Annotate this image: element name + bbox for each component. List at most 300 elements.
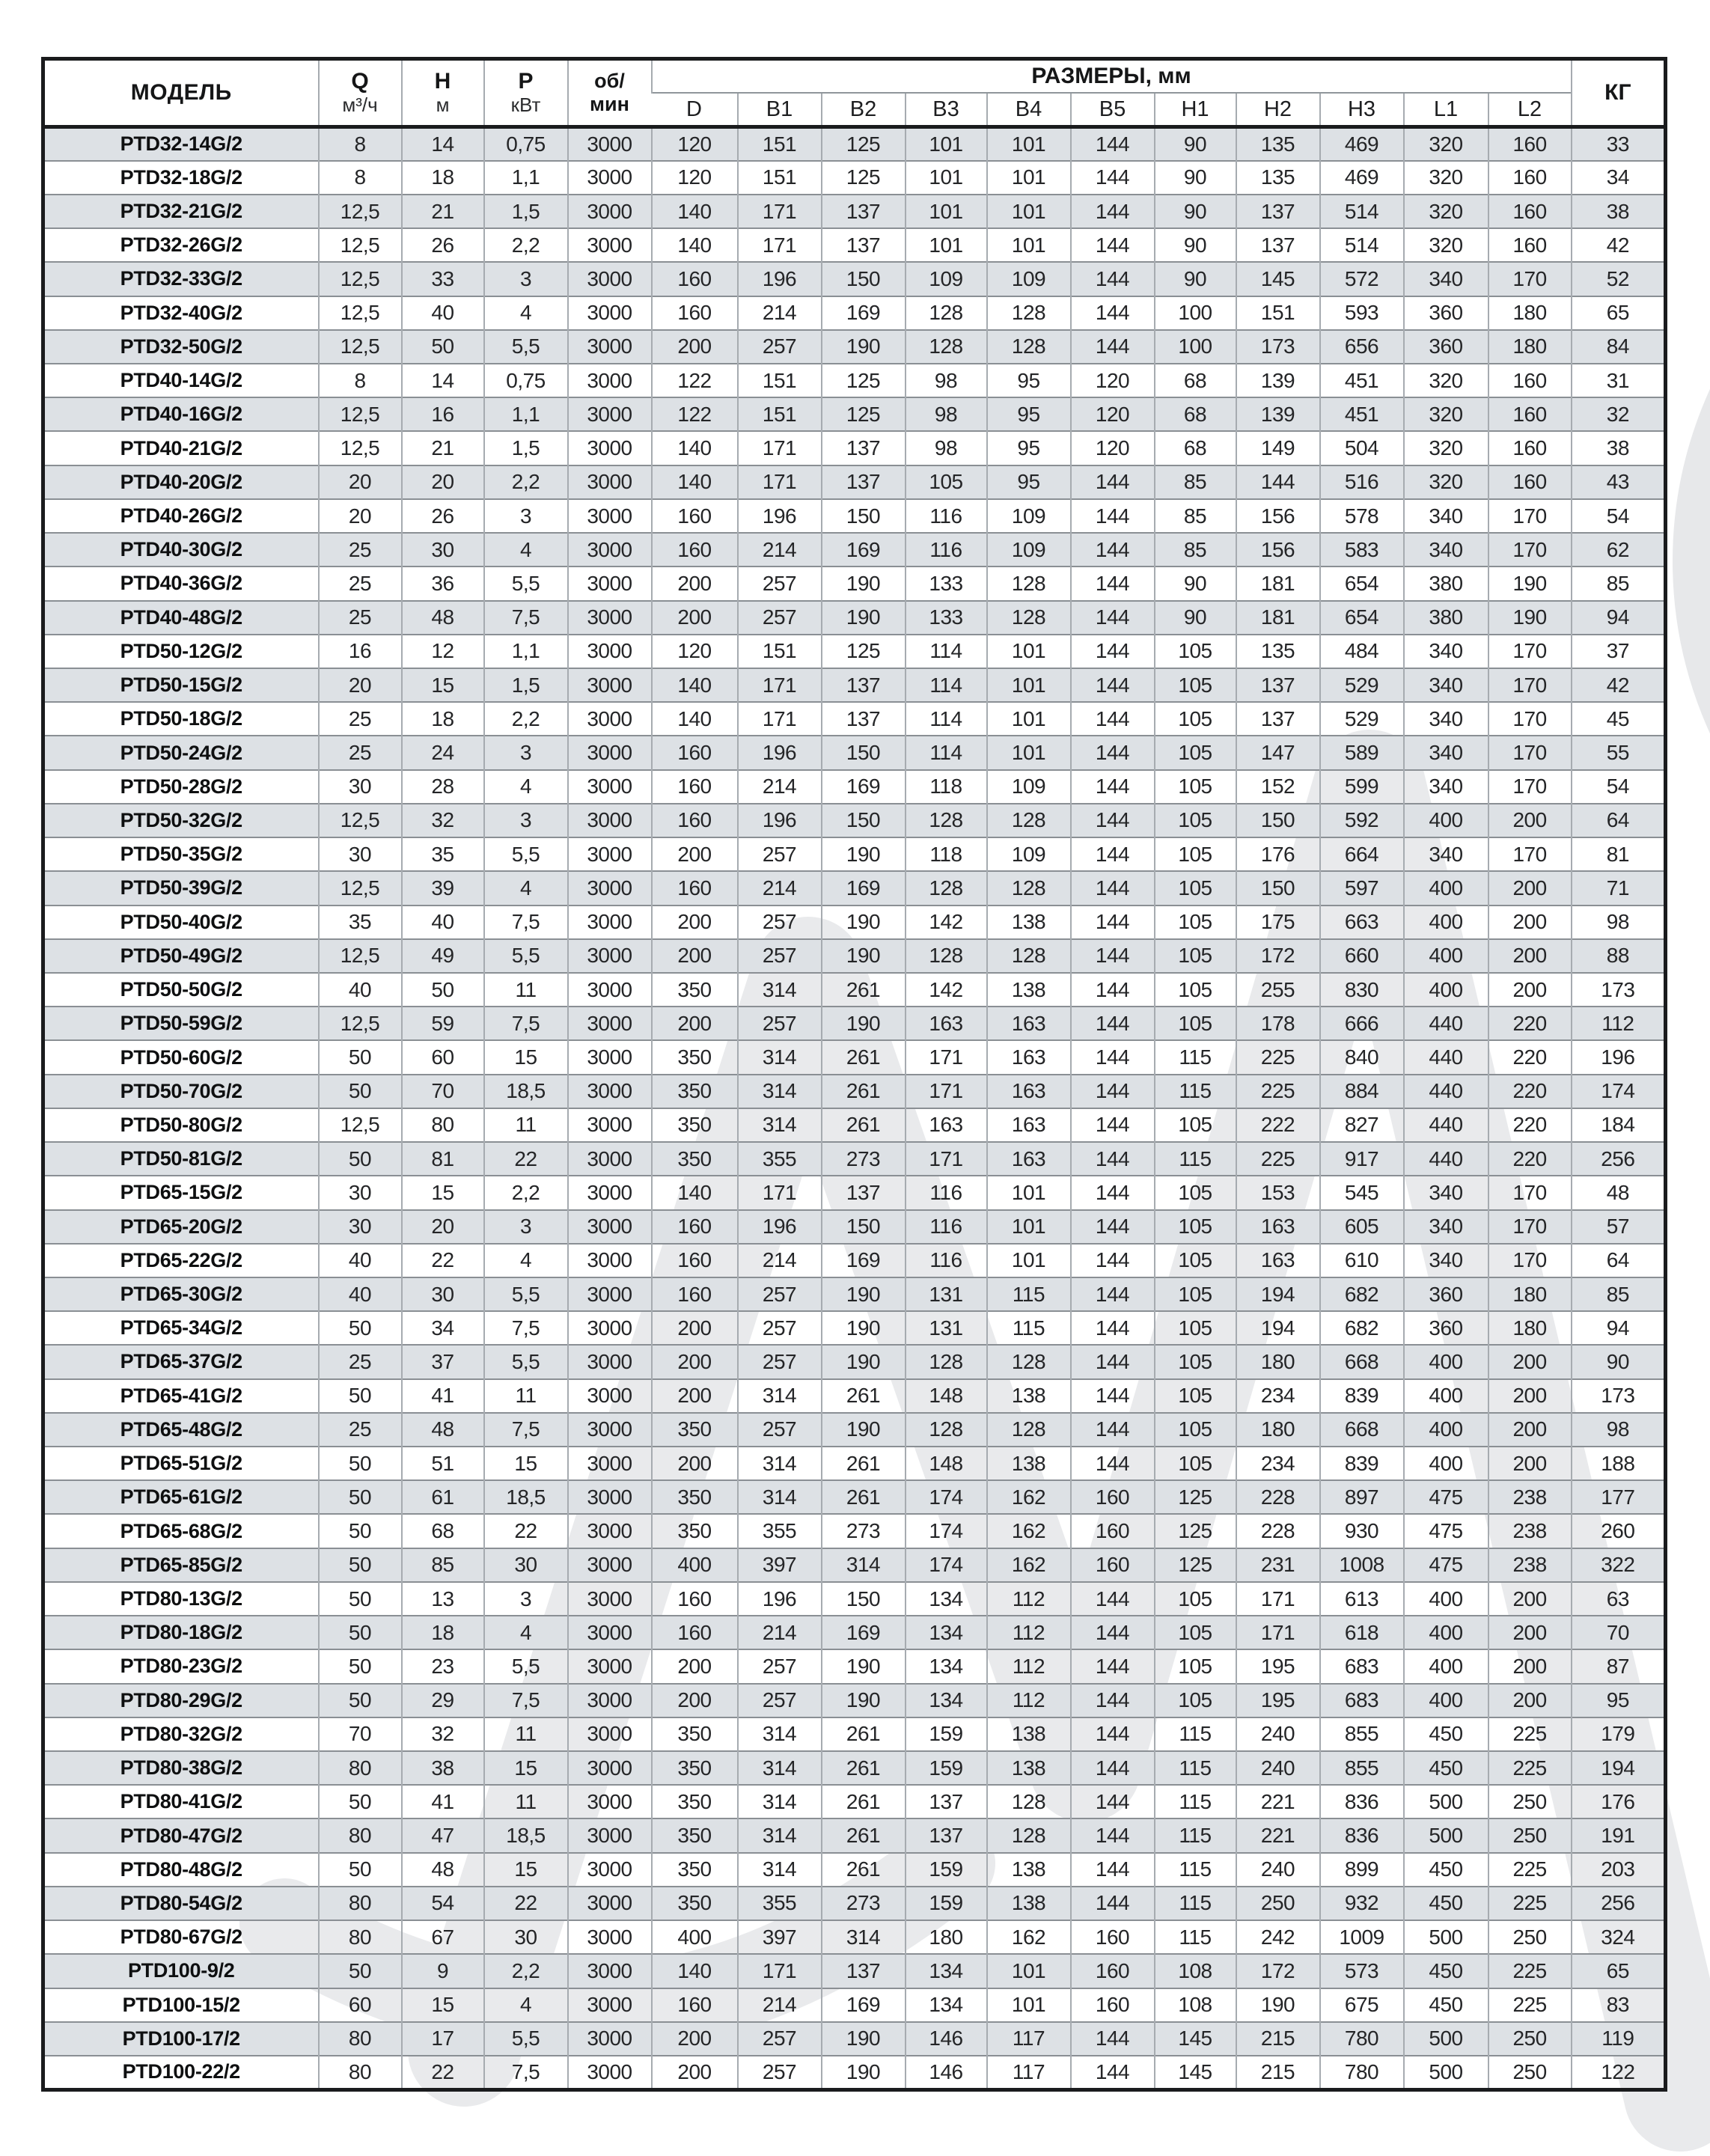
value-cell: 95 [1572,1684,1666,1717]
value-cell: 1,1 [484,635,568,668]
value-cell: 138 [987,1379,1071,1413]
value-cell: 105 [1155,1413,1236,1447]
value-cell: 682 [1320,1311,1404,1345]
model-cell: PTD50-15G/2 [43,668,319,702]
value-cell: 350 [652,1751,738,1785]
value-cell: 3000 [568,1007,652,1040]
value-cell: 179 [1572,1717,1666,1751]
value-cell: 400 [652,1920,738,1954]
col-header-model: МОДЕЛЬ [43,59,319,127]
value-cell: 3000 [568,1075,652,1108]
value-cell: 261 [822,1818,906,1852]
value-cell: 320 [1404,364,1488,397]
value-cell: 146 [906,2056,987,2090]
value-cell: 238 [1488,1480,1572,1514]
value-cell: 3000 [568,1649,652,1683]
value-cell: 3000 [568,262,652,296]
value-cell: 214 [738,871,822,905]
value-cell: 171 [906,1075,987,1108]
value-cell: 514 [1320,195,1404,228]
value-cell: 138 [987,1887,1071,1920]
value-cell: 20 [319,668,402,702]
value-cell: 3000 [568,1548,652,1582]
value-cell: 101 [987,1954,1071,1988]
value-cell: 144 [1071,567,1155,600]
value-cell: 81 [402,1142,484,1176]
value-cell: 190 [822,1277,906,1311]
value-cell: 240 [1236,1717,1320,1751]
value-cell: 170 [1488,1176,1572,1209]
value-cell: 3000 [568,1514,652,1548]
value-cell: 115 [987,1311,1071,1345]
value-cell: 314 [822,1548,906,1582]
value-cell: 163 [987,1108,1071,1142]
value-cell: 196 [738,262,822,296]
spec-row [43,228,1666,262]
value-cell: 135 [1236,635,1320,668]
value-cell: 231 [1236,1548,1320,1582]
model-cell: PTD80-54G/2 [43,1887,319,1920]
value-cell: 144 [1071,973,1155,1007]
value-cell: 90 [1155,195,1236,228]
spec-row [43,397,1666,431]
value-cell: 320 [1404,397,1488,431]
value-cell: 80 [319,2056,402,2090]
value-cell: 663 [1320,906,1404,939]
value-cell: 105 [1155,939,1236,973]
value-cell: 49 [402,939,484,973]
value-cell: 150 [822,1582,906,1616]
value-cell: 163 [987,1040,1071,1074]
value-cell: 105 [1155,1345,1236,1378]
spec-row [43,195,1666,228]
model-cell: PTD50-39G/2 [43,871,319,905]
value-cell: 350 [652,1514,738,1548]
model-cell: PTD40-16G/2 [43,397,319,431]
value-cell: 80 [319,1751,402,1785]
value-cell: 177 [1572,1480,1666,1514]
value-cell: 144 [1071,1040,1155,1074]
value-cell: 3000 [568,1717,652,1751]
value-cell: 350 [652,1480,738,1514]
value-cell: 180 [1236,1413,1320,1447]
value-cell: 30 [319,770,402,804]
value-cell: 70 [1572,1616,1666,1649]
value-cell: 90 [1155,262,1236,296]
spec-row [43,1075,1666,1108]
model-cell: PTD50-28G/2 [43,770,319,804]
value-cell: 220 [1488,1142,1572,1176]
value-cell: 169 [822,1616,906,1649]
value-cell: 171 [738,1954,822,1988]
value-cell: 112 [987,1582,1071,1616]
value-cell: 250 [1488,1920,1572,1954]
model-cell: PTD32-26G/2 [43,228,319,262]
value-cell: 3000 [568,161,652,195]
value-cell: 144 [1071,804,1155,837]
value-cell: 8 [319,127,402,161]
value-cell: 122 [652,397,738,431]
value-cell: 137 [1236,668,1320,702]
value-cell: 105 [1155,906,1236,939]
value-cell: 234 [1236,1447,1320,1480]
value-cell: 128 [987,330,1071,364]
value-cell: 3 [484,262,568,296]
col-header-dim-h3: H3 [1320,93,1404,127]
value-cell: 169 [822,1244,906,1277]
value-cell: 144 [1071,1075,1155,1108]
value-cell: 151 [738,397,822,431]
value-cell: 200 [652,2022,738,2056]
value-cell: 128 [906,330,987,364]
value-cell: 1,5 [484,668,568,702]
value-cell: 105 [1155,1108,1236,1142]
value-cell: 0,75 [484,127,568,161]
value-cell: 257 [738,1007,822,1040]
value-cell: 12,5 [319,1007,402,1040]
col-header-dim-b2: B2 [822,93,906,127]
value-cell: 314 [738,1785,822,1818]
value-cell: 169 [822,533,906,567]
value-cell: 3000 [568,1582,652,1616]
value-cell: 101 [987,635,1071,668]
value-cell: 144 [1071,770,1155,804]
value-cell: 836 [1320,1785,1404,1818]
value-cell: 572 [1320,262,1404,296]
value-cell: 440 [1404,1075,1488,1108]
value-cell: 100 [1155,330,1236,364]
model-cell: PTD80-13G/2 [43,1582,319,1616]
value-cell: 128 [987,296,1071,330]
value-cell: 184 [1572,1108,1666,1142]
value-cell: 50 [319,1684,402,1717]
value-cell: 1009 [1320,1920,1404,1954]
value-cell: 64 [1572,1244,1666,1277]
value-cell: 20 [319,499,402,533]
value-cell: 261 [822,1075,906,1108]
value-cell: 144 [1071,1007,1155,1040]
value-cell: 105 [1155,871,1236,905]
value-cell: 225 [1488,1988,1572,2022]
model-cell: PTD65-20G/2 [43,1210,319,1244]
value-cell: 380 [1404,601,1488,635]
value-cell: 32 [402,1717,484,1751]
value-cell: 25 [319,702,402,736]
spec-row [43,1040,1666,1074]
value-cell: 355 [738,1514,822,1548]
value-cell: 214 [738,533,822,567]
value-cell: 62 [1572,533,1666,567]
value-cell: 120 [652,127,738,161]
value-cell: 39 [402,871,484,905]
value-cell: 220 [1488,1075,1572,1108]
value-cell: 138 [987,1751,1071,1785]
value-cell: 144 [1071,906,1155,939]
value-cell: 469 [1320,161,1404,195]
value-cell: 228 [1236,1480,1320,1514]
value-cell: 29 [402,1684,484,1717]
value-cell: 320 [1404,127,1488,161]
value-cell: 18 [402,1616,484,1649]
value-cell: 101 [987,195,1071,228]
value-cell: 40 [402,906,484,939]
value-cell: 128 [987,871,1071,905]
value-cell: 181 [1236,567,1320,600]
value-cell: 3000 [568,1447,652,1480]
value-cell: 225 [1488,1887,1572,1920]
value-cell: 109 [987,770,1071,804]
value-cell: 11 [484,973,568,1007]
value-cell: 105 [1155,1447,1236,1480]
value-cell: 440 [1404,1142,1488,1176]
value-cell: 80 [402,1108,484,1142]
value-cell: 3000 [568,1887,652,1920]
value-cell: 144 [1071,1413,1155,1447]
value-cell: 196 [738,499,822,533]
value-cell: 228 [1236,1514,1320,1548]
value-cell: 101 [987,1988,1071,2022]
spec-table-body [43,127,1666,2090]
value-cell: 101 [987,161,1071,195]
value-cell: 3000 [568,397,652,431]
value-cell: 450 [1404,1717,1488,1751]
value-cell: 190 [822,601,906,635]
value-cell: 314 [738,1075,822,1108]
spec-row [43,1920,1666,1954]
value-cell: 144 [1071,939,1155,973]
value-cell: 320 [1404,465,1488,499]
value-cell: 225 [1488,1717,1572,1751]
value-cell: 11 [484,1785,568,1818]
value-cell: 163 [906,1108,987,1142]
value-cell: 15 [402,1988,484,2022]
value-cell: 3000 [568,431,652,465]
value-cell: 138 [987,1717,1071,1751]
model-cell: PTD50-50G/2 [43,973,319,1007]
value-cell: 109 [987,499,1071,533]
value-cell: 150 [822,262,906,296]
value-cell: 450 [1404,1887,1488,1920]
value-cell: 37 [402,1345,484,1378]
spec-row [43,1210,1666,1244]
value-cell: 4 [484,296,568,330]
value-cell: 350 [652,973,738,1007]
value-cell: 33 [402,262,484,296]
value-cell: 169 [822,871,906,905]
value-cell: 225 [1236,1075,1320,1108]
value-cell: 170 [1488,262,1572,296]
value-cell: 116 [906,499,987,533]
value-cell: 174 [906,1548,987,1582]
value-cell: 3 [484,1210,568,1244]
value-cell: 256 [1572,1887,1666,1920]
spec-row [43,1582,1666,1616]
value-cell: 475 [1404,1514,1488,1548]
value-cell: 68 [1155,431,1236,465]
value-cell: 380 [1404,567,1488,600]
value-cell: 144 [1071,702,1155,736]
value-cell: 134 [906,1649,987,1683]
col-header-dim-l1: L1 [1404,93,1488,127]
value-cell: 50 [319,1480,402,1514]
value-cell: 160 [652,804,738,837]
value-cell: 114 [906,635,987,668]
value-cell: 340 [1404,770,1488,804]
spec-row [43,1345,1666,1378]
value-cell: 43 [1572,465,1666,499]
value-cell: 115 [1155,1887,1236,1920]
model-cell: PTD100-22/2 [43,2056,319,2090]
model-cell: PTD65-68G/2 [43,1514,319,1548]
value-cell: 160 [1071,1988,1155,2022]
value-cell: 314 [738,1751,822,1785]
value-cell: 25 [319,1413,402,1447]
value-cell: 917 [1320,1142,1404,1176]
value-cell: 170 [1488,635,1572,668]
value-cell: 160 [1071,1954,1155,1988]
value-cell: 400 [1404,1582,1488,1616]
value-cell: 180 [1236,1345,1320,1378]
value-cell: 180 [1488,1311,1572,1345]
value-cell: 105 [1155,1684,1236,1717]
value-cell: 16 [402,397,484,431]
value-cell: 225 [1488,1751,1572,1785]
value-cell: 257 [738,1649,822,1683]
value-cell: 257 [738,906,822,939]
value-cell: 257 [738,1311,822,1345]
value-cell: 115 [1155,1785,1236,1818]
value-cell: 95 [987,364,1071,397]
value-cell: 144 [1071,635,1155,668]
value-cell: 68 [1155,364,1236,397]
value-cell: 169 [822,296,906,330]
value-cell: 225 [1236,1142,1320,1176]
value-cell: 350 [652,1717,738,1751]
value-cell: 196 [738,736,822,769]
value-cell: 153 [1236,1176,1320,1209]
col-header-dim-d: D [652,93,738,127]
value-cell: 2,2 [484,228,568,262]
value-cell: 839 [1320,1447,1404,1480]
value-cell: 50 [319,1785,402,1818]
value-cell: 42 [1572,228,1666,262]
value-cell: 200 [652,1447,738,1480]
value-cell: 200 [1488,1616,1572,1649]
value-cell: 8 [319,364,402,397]
value-cell: 34 [402,1311,484,1345]
value-cell: 118 [906,770,987,804]
value-cell: 683 [1320,1649,1404,1683]
value-cell: 109 [987,837,1071,871]
value-cell: 90 [1155,567,1236,600]
value-cell: 144 [1071,1717,1155,1751]
value-cell: 160 [652,499,738,533]
value-cell: 160 [652,296,738,330]
value-cell: 4 [484,770,568,804]
value-cell: 529 [1320,702,1404,736]
value-cell: 38 [1572,195,1666,228]
value-cell: 125 [822,635,906,668]
value-cell: 4 [484,1244,568,1277]
value-cell: 3000 [568,1176,652,1209]
value-cell: 50 [402,973,484,1007]
value-cell: 170 [1488,533,1572,567]
value-cell: 3000 [568,1480,652,1514]
value-cell: 3000 [568,906,652,939]
value-cell: 159 [906,1887,987,1920]
value-cell: 3 [484,736,568,769]
value-cell: 3000 [568,804,652,837]
value-cell: 137 [822,431,906,465]
value-cell: 180 [906,1920,987,1954]
value-cell: 125 [822,397,906,431]
value-cell: 5,5 [484,330,568,364]
value-cell: 668 [1320,1345,1404,1378]
value-cell: 22 [402,2056,484,2090]
value-cell: 200 [652,1345,738,1378]
value-cell: 87 [1572,1649,1666,1683]
col-header-kg: КГ [1572,59,1666,127]
value-cell: 355 [738,1887,822,1920]
value-cell: 115 [1155,1920,1236,1954]
value-cell: 200 [1488,871,1572,905]
value-cell: 142 [906,906,987,939]
value-cell: 160 [1488,397,1572,431]
value-cell: 3000 [568,770,652,804]
value-cell: 191 [1572,1818,1666,1852]
model-cell: PTD50-12G/2 [43,635,319,668]
value-cell: 257 [738,567,822,600]
value-cell: 221 [1236,1818,1320,1852]
value-cell: 500 [1404,2022,1488,2056]
value-cell: 899 [1320,1853,1404,1887]
spec-row [43,702,1666,736]
value-cell: 144 [1071,161,1155,195]
value-cell: 28 [402,770,484,804]
model-cell: PTD80-41G/2 [43,1785,319,1818]
value-cell: 181 [1236,601,1320,635]
value-cell: 162 [987,1920,1071,1954]
value-cell: 194 [1572,1751,1666,1785]
value-cell: 314 [738,1717,822,1751]
value-cell: 33 [1572,127,1666,161]
model-cell: PTD50-49G/2 [43,939,319,973]
value-cell: 261 [822,973,906,1007]
value-cell: 500 [1404,1785,1488,1818]
col-header-dim-b1: B1 [738,93,822,127]
value-cell: 50 [319,1447,402,1480]
value-cell: 3000 [568,1954,652,1988]
value-cell: 12,5 [319,939,402,973]
value-cell: 173 [1572,1379,1666,1413]
value-cell: 451 [1320,397,1404,431]
value-cell: 95 [987,465,1071,499]
value-cell: 190 [822,567,906,600]
value-cell: 120 [652,635,738,668]
value-cell: 340 [1404,1176,1488,1209]
value-cell: 140 [652,702,738,736]
spec-row [43,1277,1666,1311]
value-cell: 105 [1155,1582,1236,1616]
value-cell: 400 [1404,1345,1488,1378]
value-cell: 469 [1320,127,1404,161]
value-cell: 200 [652,330,738,364]
model-cell: PTD50-40G/2 [43,906,319,939]
value-cell: 160 [652,262,738,296]
value-cell: 340 [1404,533,1488,567]
value-cell: 144 [1071,1379,1155,1413]
col-header-rpm [568,59,652,127]
